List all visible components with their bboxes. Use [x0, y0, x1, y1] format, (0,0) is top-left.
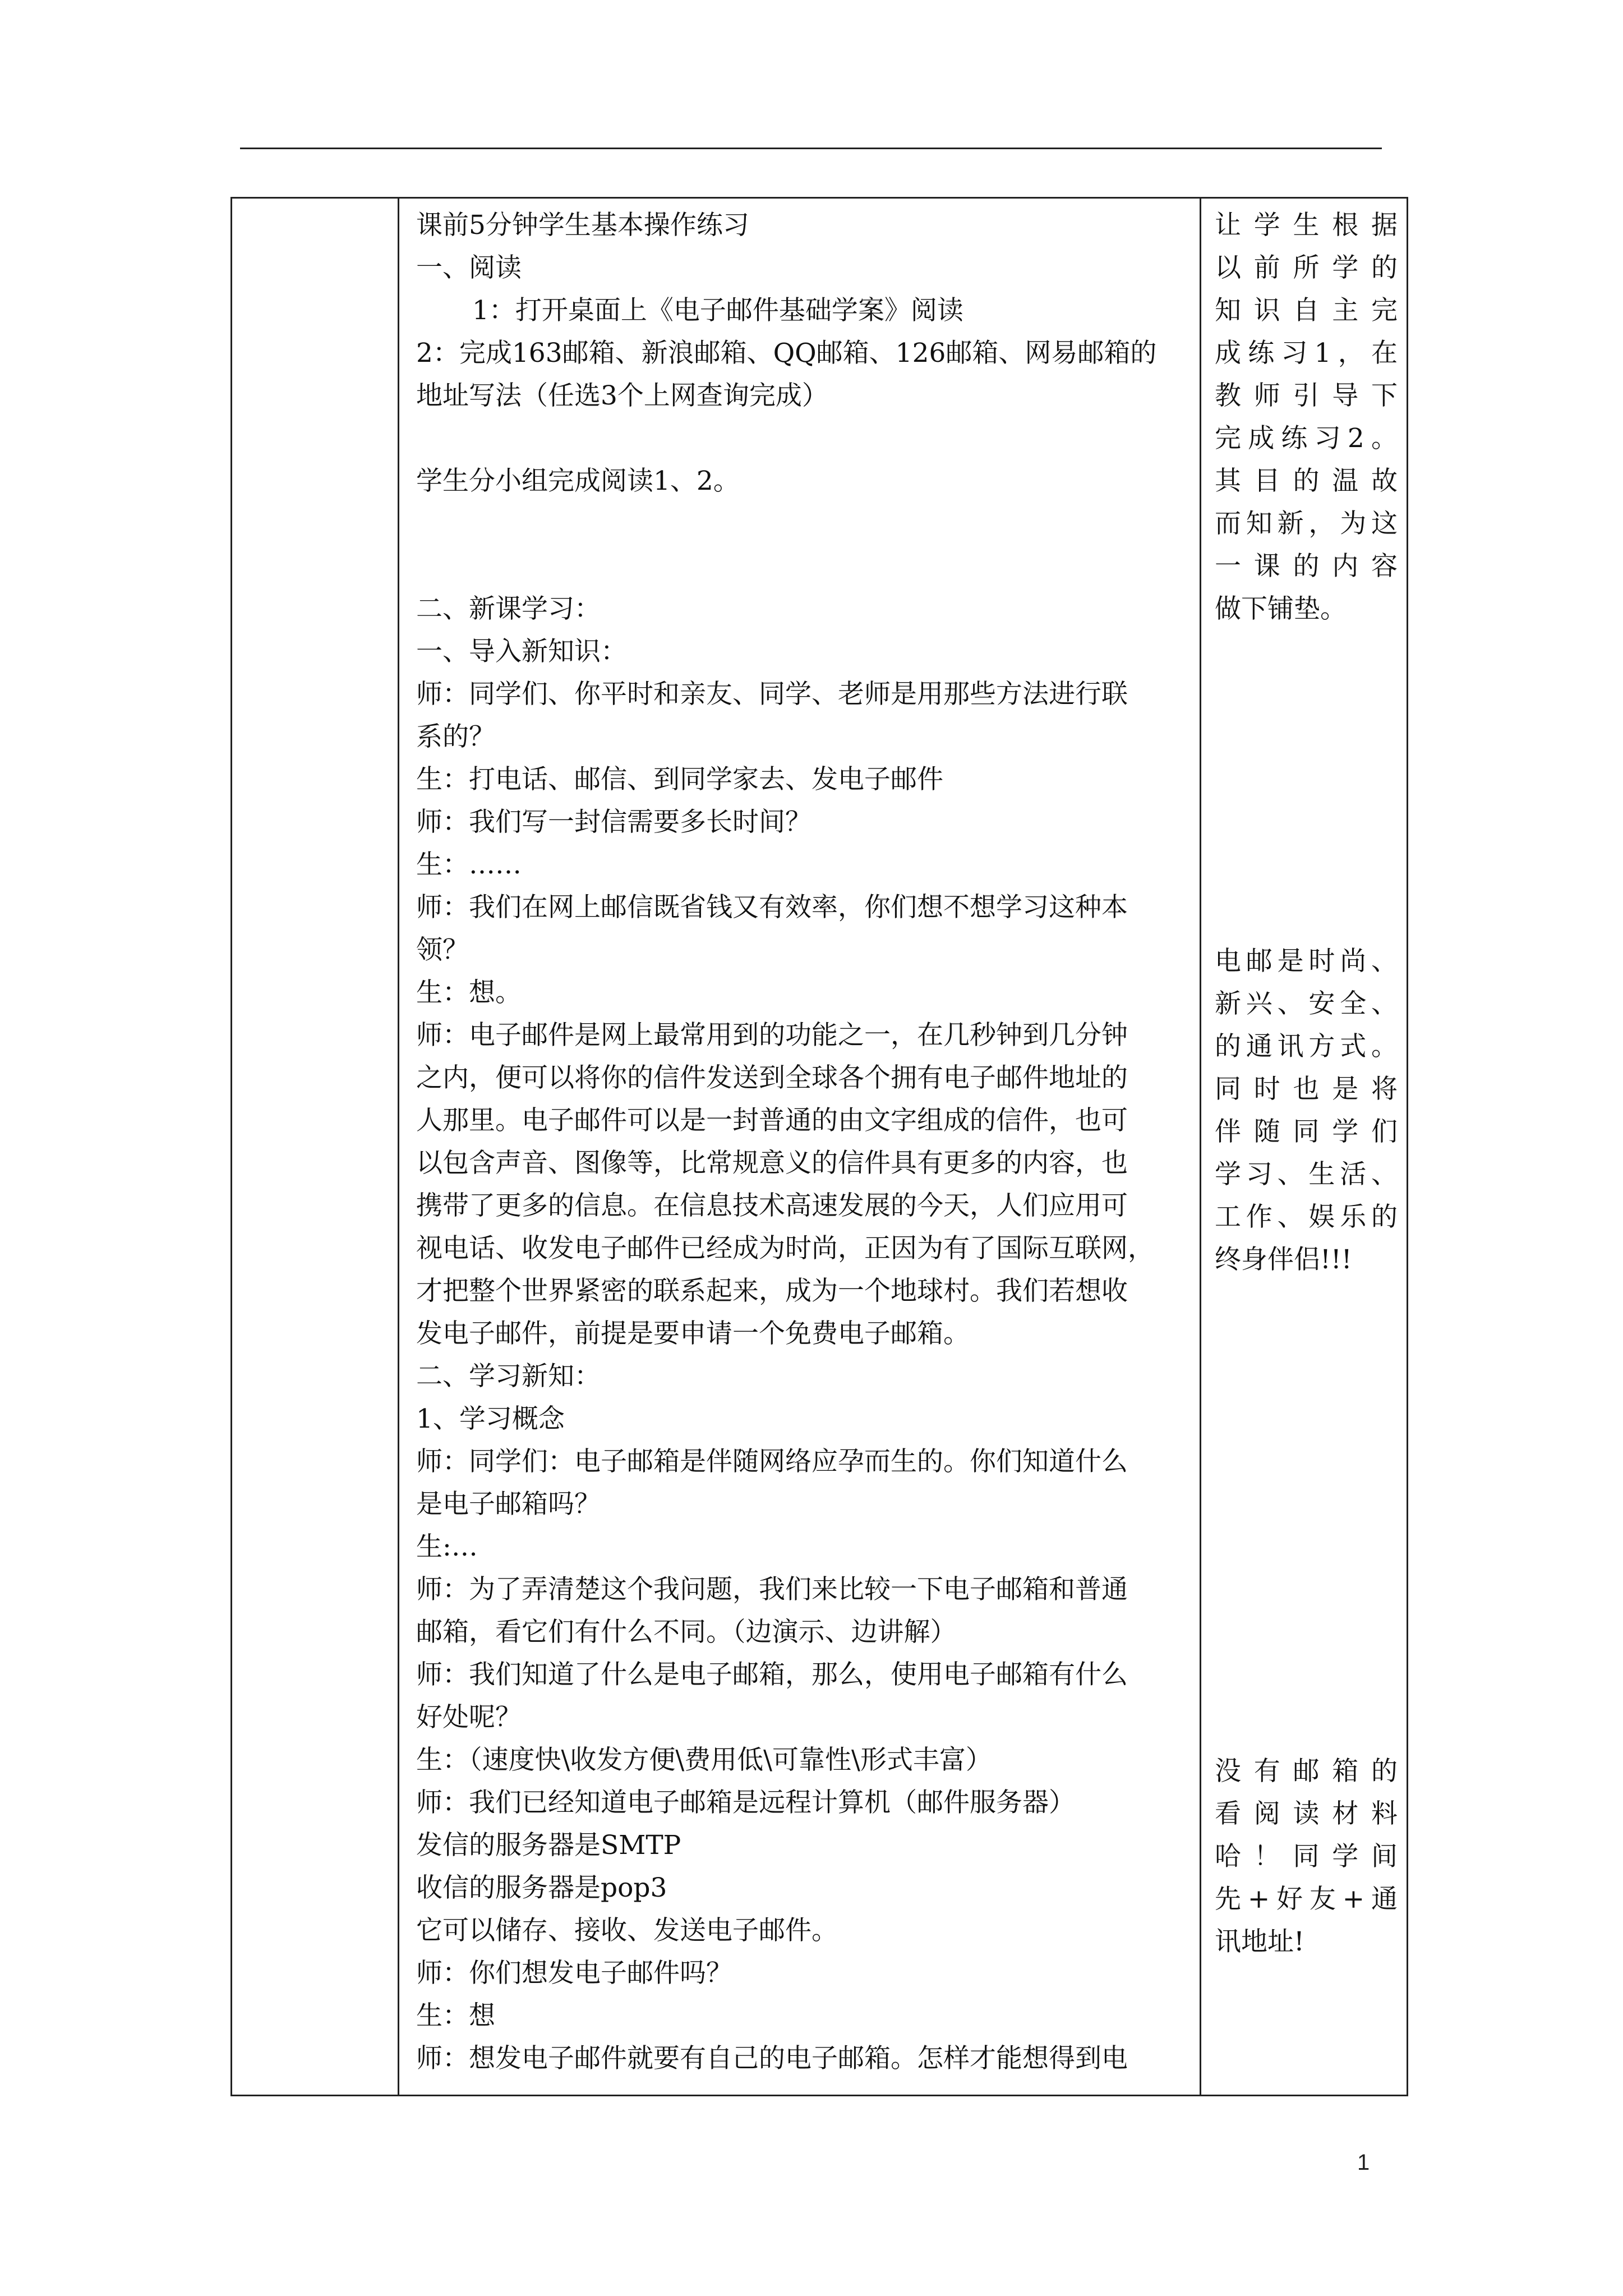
content-line: 人那里。电子邮件可以是一封普通的由文字组成的信件，也可 — [416, 1105, 1128, 1136]
content-line: 师：同学们：电子邮箱是伴随网络应孕而生的。你们知道什么 — [416, 1446, 1128, 1477]
note-line: 知识自主完 — [1215, 295, 1398, 326]
note-line: 一课的内容 — [1215, 551, 1398, 582]
notes-cell — [1201, 198, 1408, 2096]
content-line: 生：打电话、邮信、到同学家去、发电子邮件 — [416, 764, 943, 795]
page-number: 1 — [1357, 2150, 1370, 2175]
note-line: 伴随同学们 — [1215, 1116, 1398, 1147]
content-line: 是电子邮箱吗？ — [416, 1489, 601, 1520]
content-line: 二、新课学习： — [416, 593, 601, 624]
note-line: 以前所学的 — [1215, 252, 1398, 283]
content-line: 生:… — [416, 1531, 478, 1562]
content-line: 地址写法（任选3个上网查询完成） — [416, 380, 828, 411]
table-row — [232, 198, 1408, 2096]
content-line: 1、学习概念 — [416, 1404, 565, 1434]
note-block-1 — [1215, 204, 1398, 631]
note-line: 没有邮箱的 — [1215, 1756, 1398, 1787]
content-line: 师：为了弄清楚这个我问题，我们来比较一下电子邮箱和普通 — [416, 1574, 1128, 1605]
content-line: 师：我们已经知道电子邮箱是远程计算机（邮件服务器） — [416, 1787, 1075, 1818]
note-line: 讯地址! — [1215, 1926, 1304, 1957]
content-line: 邮箱，看它们有什么不同。（边演示、边讲解） — [416, 1617, 957, 1648]
content-line: 一、导入新知识： — [416, 636, 627, 667]
note-line: 做下铺垫。 — [1215, 593, 1347, 624]
note-line: 看阅读材料 — [1215, 1798, 1398, 1829]
header-rule — [240, 148, 1382, 149]
content-line: 收信的服务器是pop3 — [416, 1872, 667, 1903]
note-line: 其目的温故 — [1215, 466, 1398, 496]
note-line: 让学生根据 — [1215, 210, 1398, 241]
content-line: 二、学习新知： — [416, 1361, 601, 1392]
note-line: 新兴、安全、 — [1215, 988, 1398, 1019]
left-empty-cell — [232, 198, 399, 2096]
content-line: 课前5分钟学生基本操作练习 — [416, 210, 749, 241]
lesson-content-cell — [399, 198, 1201, 2096]
note-line: 同时也是将 — [1215, 1074, 1398, 1105]
content-line: 师：电子邮件是网上最常用到的功能之一，在几秒钟到几分钟 — [416, 1020, 1128, 1051]
content-line: 发电子邮件，前提是要申请一个免费电子邮箱。 — [416, 1318, 970, 1349]
content-line: 生：想 — [416, 2000, 495, 2031]
content-line: 生：（速度快\收发方便\费用低\可靠性\形式丰富） — [416, 1745, 992, 1775]
note-line: 而知新，为这 — [1215, 508, 1398, 539]
content-line: 一、阅读 — [416, 252, 522, 283]
content-line: 视电话、收发电子邮件已经成为时尚，正因为有了国际互联网， — [416, 1233, 1154, 1264]
content-line: 师：你们想发电子邮件吗？ — [416, 1958, 732, 1989]
content-line: 师：我们知道了什么是电子邮箱，那么，使用电子邮箱有什么 — [416, 1659, 1128, 1690]
content-line: 领？ — [416, 935, 469, 965]
content-line: 2：完成163邮箱、新浪邮箱、QQ邮箱、126邮箱、网易邮箱的 — [416, 338, 1157, 369]
note-block-3 — [1215, 1750, 1398, 1963]
content-line: 携带了更多的信息。在信息技术高速发展的今天，人们应用可 — [416, 1190, 1128, 1221]
content-line: 生：想。 — [416, 977, 522, 1008]
content-line: 之内，便可以将你的信件发送到全球各个拥有电子邮件地址的 — [416, 1062, 1128, 1093]
content-line: 发信的服务器是SMTP — [416, 1830, 681, 1861]
content-line: 师：同学们、你平时和亲友、同学、老师是用那些方法进行联 — [416, 679, 1128, 710]
content-line: 它可以储存、接收、发送电子邮件。 — [416, 1915, 838, 1946]
note-line: 完成练习2。 — [1215, 423, 1398, 454]
note-line: 终身伴侣!!! — [1215, 1244, 1352, 1275]
content-line — [416, 417, 1189, 460]
note-line: 电邮是时尚、 — [1215, 946, 1398, 977]
content-line: 以包含声音、图像等，比常规意义的信件具有更多的内容，也 — [416, 1148, 1128, 1179]
content-line: 才把整个世界紧密的联系起来，成为一个地球村。我们若想收 — [416, 1276, 1128, 1306]
content-line: 师：我们写一封信需要多长时间？ — [416, 807, 811, 838]
content-line: 系的？ — [416, 721, 495, 752]
content-line: 好处呢？ — [416, 1702, 522, 1733]
note-block-2 — [1215, 940, 1398, 1281]
note-line: 教师引导下 — [1215, 380, 1398, 411]
content-line: 师：想发电子邮件就要有自己的电子邮箱。怎样才能想得到电 — [416, 2043, 1128, 2074]
content-line — [416, 545, 1189, 588]
content-line: 1：打开桌面上《电子邮件基础学案》阅读 — [472, 295, 963, 326]
content-line: 师：我们在网上邮信既省钱又有效率，你们想不想学习这种本 — [416, 892, 1128, 923]
content-line: 学生分小组完成阅读1、2。 — [416, 466, 740, 496]
note-line: 学习、生活、 — [1215, 1159, 1398, 1190]
note-line: 先+好友+通 — [1215, 1884, 1398, 1915]
lesson-content — [416, 204, 1189, 2080]
note-line: 哈！同学间 — [1215, 1841, 1398, 1872]
note-line: 工作、娱乐的 — [1215, 1202, 1398, 1232]
note-line: 成练习1，在 — [1215, 338, 1398, 369]
content-line — [416, 503, 1189, 545]
note-line: 的通讯方式。 — [1215, 1031, 1398, 1062]
lesson-table — [230, 197, 1408, 2096]
content-line: 生：…… — [416, 849, 522, 880]
